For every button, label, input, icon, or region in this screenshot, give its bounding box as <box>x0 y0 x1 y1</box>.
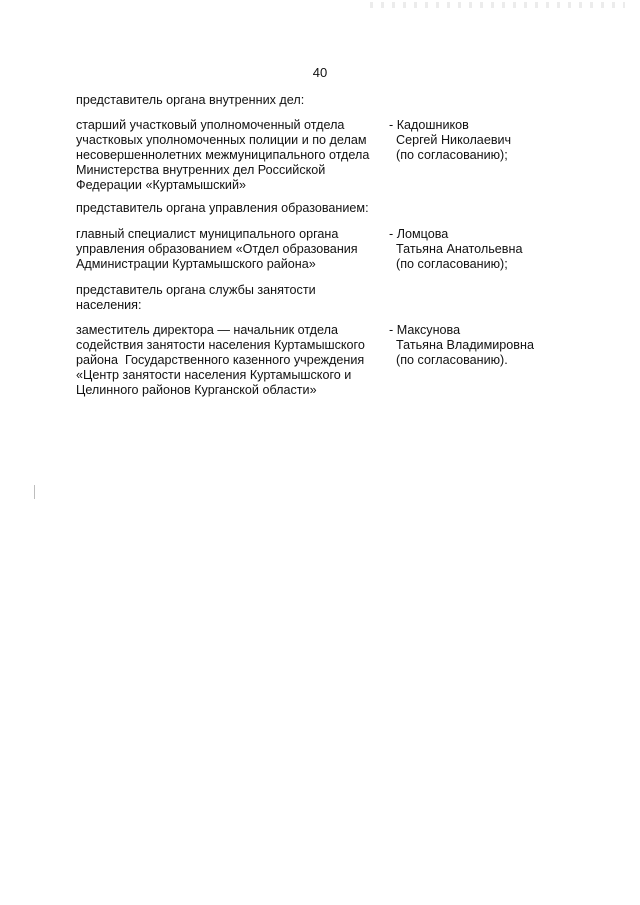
position-line: главный специалист муниципального органа <box>76 227 339 241</box>
person-line: Сергей Николаевич <box>389 133 512 147</box>
position-line: «Центр занятости населения Куртамышского и <box>76 368 352 382</box>
position-line: Целинного районов Курганской области» <box>76 383 317 397</box>
person-line: - Кадошников <box>389 118 469 132</box>
person-line: Татьяна Анатольевна <box>389 242 523 256</box>
person-lomtsova <box>389 227 569 272</box>
position-line: Федерации «Куртамышский» <box>76 178 246 192</box>
position-line: заместитель директора — начальник отдела <box>76 323 338 337</box>
section-heading-internal-affairs <box>76 93 406 108</box>
position-employment <box>76 323 388 398</box>
heading-line: представитель органа внутренних дел: <box>76 93 305 107</box>
page-number: 40 <box>312 65 328 80</box>
person-line: (по согласованию). <box>389 353 508 367</box>
position-line: Министерства внутренних дел Российской <box>76 163 326 177</box>
person-line: (по согласованию); <box>389 257 508 271</box>
person-line: (по согласованию); <box>389 148 508 162</box>
person-kadoshnikov <box>389 118 569 163</box>
person-line: Татьяна Владимировна <box>389 338 534 352</box>
position-line: района Государственного казенного учреждения <box>76 353 365 367</box>
position-line: управления образованием «Отдел образования <box>76 242 358 256</box>
heading-line: населения: <box>76 298 142 312</box>
position-internal-affairs <box>76 118 388 193</box>
position-line: участковых уполномоченных полиции и по делам <box>76 133 367 147</box>
section-heading-education <box>76 201 406 216</box>
position-line: Администрации Куртамышского района» <box>76 257 316 271</box>
person-line: - Ломцова <box>389 227 449 241</box>
person-maksunova <box>389 323 569 368</box>
margin-mark <box>34 485 35 499</box>
scan-noise <box>370 2 625 8</box>
heading-line: представитель органа управления образованием: <box>76 201 369 215</box>
position-education <box>76 227 388 272</box>
section-heading-employment <box>76 283 406 313</box>
person-line: - Максунова <box>389 323 461 337</box>
position-line: содействия занятости населения Куртамышского <box>76 338 365 352</box>
heading-line: представитель органа службы занятости <box>76 283 316 297</box>
position-line: старший участковый уполномоченный отдела <box>76 118 345 132</box>
position-line: несовершеннолетних межмуниципального отдела <box>76 148 370 162</box>
